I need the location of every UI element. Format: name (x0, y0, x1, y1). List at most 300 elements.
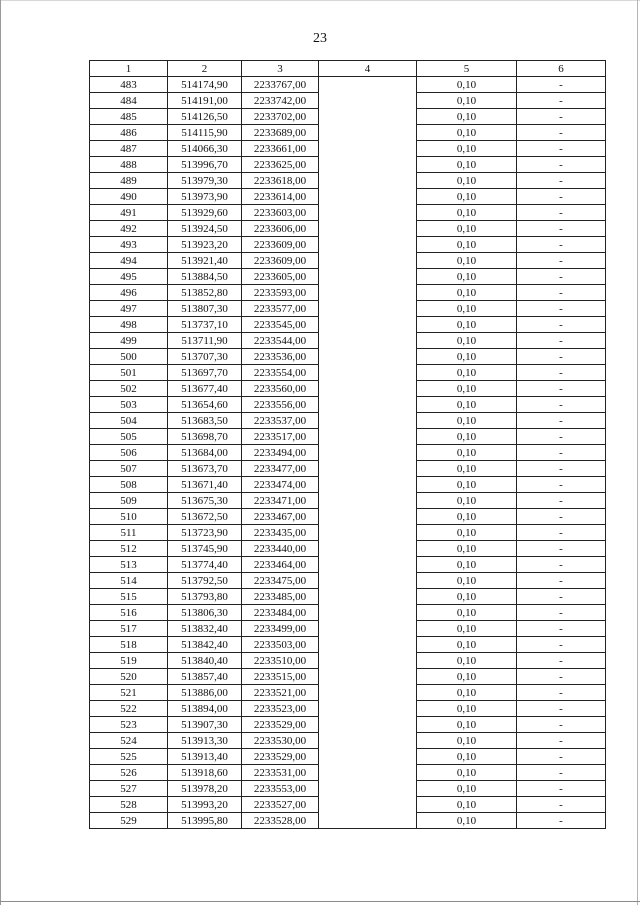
scan-edge-right (637, 0, 638, 905)
cell-accuracy: 0,10 (417, 301, 517, 317)
cell-point-number: 518 (90, 637, 168, 653)
cell-note: - (517, 749, 606, 765)
cell-note: - (517, 493, 606, 509)
cell-accuracy: 0,10 (417, 285, 517, 301)
cell-note: - (517, 413, 606, 429)
cell-description (319, 493, 417, 509)
cell-y-coordinate: 2233545,00 (242, 317, 319, 333)
cell-description (319, 621, 417, 637)
cell-description (319, 797, 417, 813)
cell-y-coordinate: 2233474,00 (242, 477, 319, 493)
cell-x-coordinate: 513840,40 (168, 653, 242, 669)
cell-description (319, 717, 417, 733)
cell-y-coordinate: 2233577,00 (242, 301, 319, 317)
cell-accuracy: 0,10 (417, 685, 517, 701)
cell-description (319, 669, 417, 685)
cell-description (319, 781, 417, 797)
cell-y-coordinate: 2233440,00 (242, 541, 319, 557)
cell-accuracy: 0,10 (417, 717, 517, 733)
cell-accuracy: 0,10 (417, 189, 517, 205)
cell-accuracy: 0,10 (417, 749, 517, 765)
cell-accuracy: 0,10 (417, 381, 517, 397)
cell-y-coordinate: 2233625,00 (242, 157, 319, 173)
cell-point-number: 526 (90, 765, 168, 781)
cell-accuracy: 0,10 (417, 429, 517, 445)
cell-point-number: 498 (90, 317, 168, 333)
cell-accuracy: 0,10 (417, 237, 517, 253)
table-row (90, 669, 606, 685)
cell-note: - (517, 269, 606, 285)
cell-note: - (517, 317, 606, 333)
cell-y-coordinate: 2233529,00 (242, 717, 319, 733)
cell-x-coordinate: 513921,40 (168, 253, 242, 269)
cell-note: - (517, 669, 606, 685)
table-row (90, 477, 606, 493)
column-header: 4 (319, 61, 417, 77)
table-row (90, 157, 606, 173)
cell-y-coordinate: 2233537,00 (242, 413, 319, 429)
cell-note: - (517, 237, 606, 253)
cell-accuracy: 0,10 (417, 637, 517, 653)
cell-note: - (517, 557, 606, 573)
cell-y-coordinate: 2233527,00 (242, 797, 319, 813)
cell-point-number: 527 (90, 781, 168, 797)
cell-description (319, 365, 417, 381)
cell-note: - (517, 781, 606, 797)
cell-x-coordinate: 514126,50 (168, 109, 242, 125)
table-row (90, 685, 606, 701)
cell-accuracy: 0,10 (417, 493, 517, 509)
cell-x-coordinate: 513842,40 (168, 637, 242, 653)
table-body (90, 77, 606, 829)
cell-x-coordinate: 513857,40 (168, 669, 242, 685)
cell-accuracy: 0,10 (417, 765, 517, 781)
cell-point-number: 485 (90, 109, 168, 125)
cell-description (319, 173, 417, 189)
cell-point-number: 492 (90, 221, 168, 237)
cell-x-coordinate: 513684,00 (168, 445, 242, 461)
cell-description (319, 461, 417, 477)
cell-x-coordinate: 513832,40 (168, 621, 242, 637)
cell-y-coordinate: 2233475,00 (242, 573, 319, 589)
cell-description (319, 301, 417, 317)
cell-y-coordinate: 2233556,00 (242, 397, 319, 413)
cell-accuracy: 0,10 (417, 797, 517, 813)
cell-point-number: 525 (90, 749, 168, 765)
cell-y-coordinate: 2233553,00 (242, 781, 319, 797)
cell-accuracy: 0,10 (417, 397, 517, 413)
cell-accuracy: 0,10 (417, 461, 517, 477)
cell-point-number: 524 (90, 733, 168, 749)
cell-accuracy: 0,10 (417, 413, 517, 429)
table-row (90, 781, 606, 797)
cell-y-coordinate: 2233609,00 (242, 253, 319, 269)
cell-description (319, 237, 417, 253)
table-row (90, 445, 606, 461)
cell-note: - (517, 141, 606, 157)
cell-y-coordinate: 2233464,00 (242, 557, 319, 573)
cell-accuracy: 0,10 (417, 205, 517, 221)
cell-note: - (517, 125, 606, 141)
table-row (90, 813, 606, 829)
cell-note: - (517, 685, 606, 701)
cell-y-coordinate: 2233494,00 (242, 445, 319, 461)
cell-point-number: 495 (90, 269, 168, 285)
cell-accuracy: 0,10 (417, 365, 517, 381)
cell-description (319, 765, 417, 781)
cell-note: - (517, 653, 606, 669)
cell-note: - (517, 397, 606, 413)
cell-point-number: 502 (90, 381, 168, 397)
cell-note: - (517, 93, 606, 109)
cell-point-number: 494 (90, 253, 168, 269)
cell-point-number: 499 (90, 333, 168, 349)
cell-description (319, 653, 417, 669)
cell-y-coordinate: 2233523,00 (242, 701, 319, 717)
cell-y-coordinate: 2233606,00 (242, 221, 319, 237)
cell-x-coordinate: 513774,40 (168, 557, 242, 573)
cell-point-number: 508 (90, 477, 168, 493)
cell-note: - (517, 77, 606, 93)
cell-point-number: 501 (90, 365, 168, 381)
cell-x-coordinate: 513929,60 (168, 205, 242, 221)
table-row (90, 93, 606, 109)
cell-x-coordinate: 514115,90 (168, 125, 242, 141)
cell-y-coordinate: 2233435,00 (242, 525, 319, 541)
cell-point-number: 529 (90, 813, 168, 829)
cell-x-coordinate: 513792,50 (168, 573, 242, 589)
cell-note: - (517, 733, 606, 749)
cell-point-number: 520 (90, 669, 168, 685)
cell-point-number: 512 (90, 541, 168, 557)
cell-note: - (517, 221, 606, 237)
cell-y-coordinate: 2233603,00 (242, 205, 319, 221)
cell-y-coordinate: 2233485,00 (242, 589, 319, 605)
cell-y-coordinate: 2233593,00 (242, 285, 319, 301)
cell-x-coordinate: 513918,60 (168, 765, 242, 781)
cell-accuracy: 0,10 (417, 589, 517, 605)
table-row (90, 509, 606, 525)
cell-accuracy: 0,10 (417, 317, 517, 333)
cell-y-coordinate: 2233661,00 (242, 141, 319, 157)
cell-x-coordinate: 514191,00 (168, 93, 242, 109)
table-header-row (90, 61, 606, 77)
scan-edge-left (0, 0, 1, 905)
table-row (90, 125, 606, 141)
cell-y-coordinate: 2233503,00 (242, 637, 319, 653)
table-row (90, 797, 606, 813)
cell-point-number: 496 (90, 285, 168, 301)
cell-note: - (517, 349, 606, 365)
cell-description (319, 413, 417, 429)
cell-note: - (517, 109, 606, 125)
cell-point-number: 521 (90, 685, 168, 701)
cell-y-coordinate: 2233560,00 (242, 381, 319, 397)
cell-point-number: 491 (90, 205, 168, 221)
cell-y-coordinate: 2233554,00 (242, 365, 319, 381)
table-row (90, 429, 606, 445)
cell-x-coordinate: 513671,40 (168, 477, 242, 493)
column-header: 5 (417, 61, 517, 77)
cell-x-coordinate: 514066,30 (168, 141, 242, 157)
cell-y-coordinate: 2233530,00 (242, 733, 319, 749)
table-row (90, 77, 606, 93)
cell-note: - (517, 445, 606, 461)
cell-x-coordinate: 513697,70 (168, 365, 242, 381)
cell-x-coordinate: 513993,20 (168, 797, 242, 813)
cell-point-number: 514 (90, 573, 168, 589)
table-row (90, 301, 606, 317)
table-row (90, 541, 606, 557)
cell-accuracy: 0,10 (417, 221, 517, 237)
cell-note: - (517, 285, 606, 301)
cell-note: - (517, 461, 606, 477)
cell-point-number: 493 (90, 237, 168, 253)
cell-description (319, 701, 417, 717)
table-row (90, 621, 606, 637)
column-header: 3 (242, 61, 319, 77)
cell-x-coordinate: 513913,40 (168, 749, 242, 765)
cell-x-coordinate: 513707,30 (168, 349, 242, 365)
cell-x-coordinate: 513793,80 (168, 589, 242, 605)
cell-x-coordinate: 513886,00 (168, 685, 242, 701)
cell-note: - (517, 253, 606, 269)
cell-point-number: 490 (90, 189, 168, 205)
cell-y-coordinate: 2233477,00 (242, 461, 319, 477)
table-row (90, 653, 606, 669)
cell-description (319, 221, 417, 237)
cell-description (319, 749, 417, 765)
table-row (90, 397, 606, 413)
cell-y-coordinate: 2233467,00 (242, 509, 319, 525)
cell-x-coordinate: 513978,20 (168, 781, 242, 797)
table-row (90, 253, 606, 269)
table-row (90, 589, 606, 605)
table-row (90, 413, 606, 429)
cell-x-coordinate: 513907,30 (168, 717, 242, 733)
cell-accuracy: 0,10 (417, 557, 517, 573)
cell-description (319, 253, 417, 269)
cell-accuracy: 0,10 (417, 813, 517, 829)
cell-accuracy: 0,10 (417, 253, 517, 269)
table-row (90, 333, 606, 349)
cell-accuracy: 0,10 (417, 509, 517, 525)
cell-y-coordinate: 2233517,00 (242, 429, 319, 445)
cell-description (319, 525, 417, 541)
cell-note: - (517, 765, 606, 781)
cell-description (319, 445, 417, 461)
cell-x-coordinate: 513677,40 (168, 381, 242, 397)
cell-point-number: 500 (90, 349, 168, 365)
cell-description (319, 733, 417, 749)
cell-x-coordinate: 514174,90 (168, 77, 242, 93)
cell-accuracy: 0,10 (417, 605, 517, 621)
cell-point-number: 510 (90, 509, 168, 525)
cell-x-coordinate: 513979,30 (168, 173, 242, 189)
cell-point-number: 506 (90, 445, 168, 461)
cell-description (319, 589, 417, 605)
cell-x-coordinate: 513924,50 (168, 221, 242, 237)
cell-note: - (517, 797, 606, 813)
cell-description (319, 285, 417, 301)
scan-edge-bottom (0, 901, 640, 902)
cell-accuracy: 0,10 (417, 445, 517, 461)
cell-x-coordinate: 513973,90 (168, 189, 242, 205)
cell-x-coordinate: 513995,80 (168, 813, 242, 829)
cell-y-coordinate: 2233499,00 (242, 621, 319, 637)
cell-description (319, 349, 417, 365)
cell-x-coordinate: 513806,30 (168, 605, 242, 621)
cell-description (319, 93, 417, 109)
cell-x-coordinate: 513672,50 (168, 509, 242, 525)
cell-y-coordinate: 2233609,00 (242, 237, 319, 253)
cell-note: - (517, 589, 606, 605)
cell-description (319, 429, 417, 445)
cell-description (319, 381, 417, 397)
cell-accuracy: 0,10 (417, 173, 517, 189)
cell-point-number: 497 (90, 301, 168, 317)
cell-accuracy: 0,10 (417, 477, 517, 493)
cell-description (319, 125, 417, 141)
cell-point-number: 519 (90, 653, 168, 669)
table-row (90, 765, 606, 781)
cell-description (319, 157, 417, 173)
cell-description (319, 813, 417, 829)
cell-note: - (517, 365, 606, 381)
cell-note: - (517, 621, 606, 637)
cell-point-number: 515 (90, 589, 168, 605)
cell-x-coordinate: 513913,30 (168, 733, 242, 749)
cell-note: - (517, 157, 606, 173)
table-row (90, 205, 606, 221)
cell-accuracy: 0,10 (417, 269, 517, 285)
cell-note: - (517, 637, 606, 653)
cell-point-number: 483 (90, 77, 168, 93)
cell-point-number: 503 (90, 397, 168, 413)
cell-note: - (517, 189, 606, 205)
cell-x-coordinate: 513923,20 (168, 237, 242, 253)
cell-accuracy: 0,10 (417, 349, 517, 365)
cell-note: - (517, 477, 606, 493)
cell-y-coordinate: 2233742,00 (242, 93, 319, 109)
cell-accuracy: 0,10 (417, 93, 517, 109)
cell-y-coordinate: 2233536,00 (242, 349, 319, 365)
column-header: 2 (168, 61, 242, 77)
cell-note: - (517, 573, 606, 589)
cell-description (319, 573, 417, 589)
cell-accuracy: 0,10 (417, 573, 517, 589)
cell-description (319, 605, 417, 621)
cell-note: - (517, 429, 606, 445)
cell-accuracy: 0,10 (417, 621, 517, 637)
cell-accuracy: 0,10 (417, 525, 517, 541)
table-row (90, 525, 606, 541)
table-row (90, 173, 606, 189)
cell-accuracy: 0,10 (417, 77, 517, 93)
cell-description (319, 509, 417, 525)
cell-point-number: 487 (90, 141, 168, 157)
table-row (90, 317, 606, 333)
table-row (90, 285, 606, 301)
cell-description (319, 317, 417, 333)
cell-y-coordinate: 2233531,00 (242, 765, 319, 781)
cell-x-coordinate: 513723,90 (168, 525, 242, 541)
cell-note: - (517, 605, 606, 621)
table-row (90, 349, 606, 365)
cell-description (319, 397, 417, 413)
table-row (90, 141, 606, 157)
cell-y-coordinate: 2233702,00 (242, 109, 319, 125)
cell-note: - (517, 205, 606, 221)
cell-y-coordinate: 2233471,00 (242, 493, 319, 509)
cell-y-coordinate: 2233689,00 (242, 125, 319, 141)
column-header: 1 (90, 61, 168, 77)
cell-accuracy: 0,10 (417, 669, 517, 685)
cell-note: - (517, 525, 606, 541)
cell-x-coordinate: 513698,70 (168, 429, 242, 445)
table-row (90, 733, 606, 749)
cell-description (319, 77, 417, 93)
table-row (90, 461, 606, 477)
cell-note: - (517, 541, 606, 557)
cell-accuracy: 0,10 (417, 157, 517, 173)
table-row (90, 605, 606, 621)
cell-x-coordinate: 513683,50 (168, 413, 242, 429)
cell-point-number: 513 (90, 557, 168, 573)
table-row (90, 717, 606, 733)
cell-description (319, 205, 417, 221)
cell-point-number: 516 (90, 605, 168, 621)
cell-y-coordinate: 2233510,00 (242, 653, 319, 669)
cell-accuracy: 0,10 (417, 733, 517, 749)
table-row (90, 269, 606, 285)
table-row (90, 557, 606, 573)
table-row (90, 637, 606, 653)
cell-description (319, 189, 417, 205)
cell-x-coordinate: 513807,30 (168, 301, 242, 317)
cell-point-number: 488 (90, 157, 168, 173)
cell-note: - (517, 173, 606, 189)
cell-note: - (517, 509, 606, 525)
cell-y-coordinate: 2233521,00 (242, 685, 319, 701)
cell-x-coordinate: 513894,00 (168, 701, 242, 717)
cell-point-number: 511 (90, 525, 168, 541)
cell-x-coordinate: 513884,50 (168, 269, 242, 285)
cell-point-number: 504 (90, 413, 168, 429)
cell-point-number: 509 (90, 493, 168, 509)
cell-description (319, 637, 417, 653)
cell-description (319, 109, 417, 125)
cell-y-coordinate: 2233618,00 (242, 173, 319, 189)
cell-note: - (517, 333, 606, 349)
cell-note: - (517, 701, 606, 717)
cell-description (319, 141, 417, 157)
cell-accuracy: 0,10 (417, 333, 517, 349)
cell-point-number: 489 (90, 173, 168, 189)
cell-y-coordinate: 2233614,00 (242, 189, 319, 205)
coordinates-table (89, 60, 606, 829)
cell-point-number: 522 (90, 701, 168, 717)
cell-x-coordinate: 513675,30 (168, 493, 242, 509)
cell-accuracy: 0,10 (417, 109, 517, 125)
table-row (90, 573, 606, 589)
cell-point-number: 484 (90, 93, 168, 109)
table-row (90, 109, 606, 125)
cell-y-coordinate: 2233529,00 (242, 749, 319, 765)
cell-description (319, 269, 417, 285)
cell-point-number: 505 (90, 429, 168, 445)
cell-y-coordinate: 2233484,00 (242, 605, 319, 621)
